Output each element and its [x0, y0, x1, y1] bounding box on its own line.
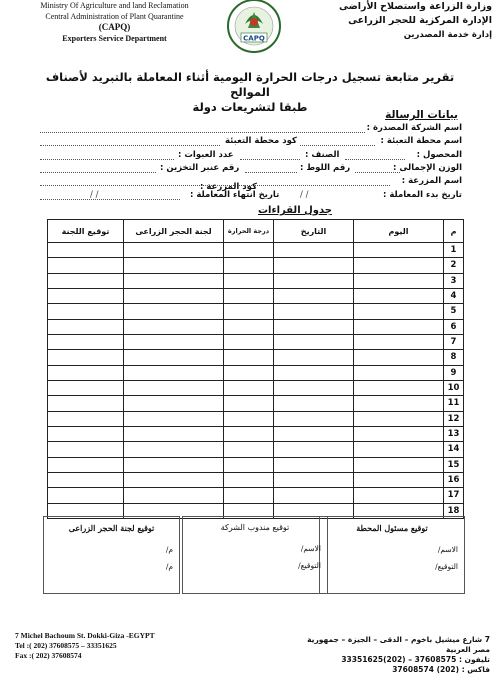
- row-number: 5: [444, 304, 464, 319]
- start-date-value: / /: [300, 190, 309, 200]
- dept-ar: إدارة خدمة المصدرين: [403, 30, 492, 40]
- table-cell[interactable]: [48, 365, 124, 380]
- table-cell[interactable]: [48, 334, 124, 349]
- table-cell[interactable]: [48, 243, 124, 258]
- col-day: اليوم: [354, 220, 444, 243]
- row-number: 16: [444, 472, 464, 487]
- table-cell[interactable]: [124, 350, 224, 365]
- table-cell[interactable]: [354, 273, 444, 288]
- table-cell[interactable]: [224, 396, 274, 411]
- table-cell[interactable]: [354, 426, 444, 441]
- col-committee-sig: توقيع اللجنة: [48, 220, 124, 243]
- table-row: [48, 457, 464, 472]
- storage-line: [40, 172, 156, 173]
- table-row: [48, 396, 464, 411]
- table-cell[interactable]: [274, 442, 354, 457]
- readings-table: [47, 219, 464, 519]
- table-cell[interactable]: [48, 426, 124, 441]
- station-code-line: [40, 145, 220, 146]
- weight-label: الوزن الإجمالى :: [393, 163, 462, 173]
- table-row: [48, 472, 464, 487]
- company-sig-signature: التوقيع/: [298, 561, 321, 570]
- table-cell[interactable]: [124, 488, 224, 503]
- table-cell[interactable]: [48, 442, 124, 457]
- exporter-line: [40, 132, 365, 133]
- row-number: 4: [444, 288, 464, 303]
- table-row: [48, 380, 464, 395]
- station-sig-title: توقيع مسئول المحطة: [356, 523, 428, 533]
- table-cell[interactable]: [354, 365, 444, 380]
- table-cell[interactable]: [224, 350, 274, 365]
- table-row: [48, 442, 464, 457]
- logo-text: CAPQ: [243, 34, 265, 43]
- table-cell[interactable]: [48, 396, 124, 411]
- table-row: [48, 350, 464, 365]
- station-sig-name: الاسم/: [437, 545, 458, 554]
- table-cell[interactable]: [274, 243, 354, 258]
- footer-en: [15, 631, 215, 661]
- company-sig-title: توقيع مندوب الشركة: [220, 523, 290, 532]
- quarantine-sig-line2: م/: [165, 562, 173, 571]
- table-cell[interactable]: [124, 442, 224, 457]
- table-cell[interactable]: [354, 334, 444, 349]
- row-number: 1: [444, 243, 464, 258]
- row-number: 10: [444, 380, 464, 395]
- table-row: [48, 426, 464, 441]
- table-row: [48, 411, 464, 426]
- table-cell[interactable]: [354, 288, 444, 303]
- table-cell[interactable]: [124, 319, 224, 334]
- table-cell[interactable]: [48, 350, 124, 365]
- end-date-value: / /: [90, 190, 99, 200]
- quarantine-sig-line1: م/: [165, 545, 173, 554]
- packages-label: عدد العبوات :: [178, 150, 234, 160]
- address-ar: 7 شارع ميشيل باخوم – الدقى – الجيزة – جمهورية مصر العربية: [307, 635, 490, 654]
- table-row: [48, 365, 464, 380]
- table-cell[interactable]: [124, 380, 224, 395]
- title-line1: تقرير متابعة تسجيل درجات الحرارة اليومية أثناء المعاملة بالتبريد لأصناف الموالح: [45, 70, 455, 99]
- table-cell[interactable]: [224, 472, 274, 487]
- table-cell[interactable]: [354, 457, 444, 472]
- station-code-label: كود محطة التعبئة: [225, 136, 297, 146]
- variety-label: الصنف :: [305, 150, 340, 160]
- table-row: [48, 258, 464, 273]
- table-cell[interactable]: [124, 304, 224, 319]
- table-cell[interactable]: [224, 243, 274, 258]
- station-line: [300, 145, 375, 146]
- row-number: 15: [444, 457, 464, 472]
- table-cell[interactable]: [48, 472, 124, 487]
- table-cell[interactable]: [274, 319, 354, 334]
- row-number: 18: [444, 503, 464, 518]
- end-date-line: [40, 199, 180, 200]
- table-cell[interactable]: [224, 304, 274, 319]
- table-cell[interactable]: [224, 426, 274, 441]
- table-cell[interactable]: [274, 472, 354, 487]
- table-cell[interactable]: [354, 319, 444, 334]
- lot-label: رقم اللوط :: [300, 163, 351, 173]
- table-cell[interactable]: [354, 472, 444, 487]
- ministry-en: Ministry Of Agriculture and land Reclamation: [40, 1, 189, 10]
- row-number: 6: [444, 319, 464, 334]
- table-cell[interactable]: [354, 488, 444, 503]
- row-number: 2: [444, 258, 464, 273]
- company-sig-name: الاسم/: [300, 544, 321, 553]
- fax-ar: فاكس : (202) 37608574: [392, 665, 490, 674]
- row-number: 14: [444, 442, 464, 457]
- table-cell[interactable]: [274, 365, 354, 380]
- tel-en: Tel :( 202) 37608575 – 33351625: [15, 641, 117, 650]
- table-cell[interactable]: [48, 380, 124, 395]
- table-cell[interactable]: [48, 319, 124, 334]
- row-number: 13: [444, 426, 464, 441]
- row-number: 8: [444, 350, 464, 365]
- col-date: التاريخ: [274, 220, 354, 243]
- table-row: [48, 319, 464, 334]
- station-signature-box: [319, 516, 465, 594]
- weight-line: [355, 172, 400, 173]
- table-cell[interactable]: [224, 488, 274, 503]
- table-cell[interactable]: [274, 273, 354, 288]
- table-cell[interactable]: [124, 334, 224, 349]
- table-cell[interactable]: [48, 288, 124, 303]
- table-cell[interactable]: [124, 457, 224, 472]
- quarantine-signature-box: [43, 516, 180, 594]
- admin-ar: الإدارة المركزية للحجر الزراعى: [348, 15, 492, 26]
- table-cell[interactable]: [274, 288, 354, 303]
- table-cell[interactable]: [354, 442, 444, 457]
- row-number: 11: [444, 396, 464, 411]
- packages-line: [40, 159, 174, 160]
- variety-line: [240, 159, 300, 160]
- table-row: [48, 243, 464, 258]
- farm-code-label: كود المزرعة :: [200, 182, 257, 192]
- lot-line: [245, 172, 297, 173]
- table-cell[interactable]: [224, 288, 274, 303]
- row-number: 7: [444, 334, 464, 349]
- table-cell[interactable]: [354, 304, 444, 319]
- table-row: [48, 488, 464, 503]
- footer-ar: [290, 635, 490, 675]
- table-cell[interactable]: [274, 258, 354, 273]
- row-number: 17: [444, 488, 464, 503]
- admin-en: Central Administration of Plant Quarantine: [45, 12, 184, 21]
- ministry-ar: وزارة الزراعة واستصلاح الأراضى: [339, 1, 492, 12]
- crop-line: [345, 159, 405, 160]
- table-header-row: [48, 220, 464, 243]
- storage-label: رقم عنبر التخزين :: [160, 163, 240, 173]
- table-row: [48, 288, 464, 303]
- station-label: اسم محطة التعبئة :: [380, 136, 462, 146]
- table-cell[interactable]: [124, 365, 224, 380]
- quarantine-sig-title: توقيع لجنة الحجر الزراعى: [68, 523, 155, 533]
- start-date-label: تاريخ بدء المعاملة :: [383, 190, 462, 200]
- table-cell[interactable]: [274, 380, 354, 395]
- farm-name-label: اسم المزرعة :: [401, 176, 462, 186]
- table-cell[interactable]: [224, 380, 274, 395]
- table-cell[interactable]: [48, 488, 124, 503]
- table-cell[interactable]: [48, 411, 124, 426]
- table-cell[interactable]: [224, 273, 274, 288]
- table-cell[interactable]: [224, 319, 274, 334]
- table-cell[interactable]: [224, 334, 274, 349]
- table-cell[interactable]: [354, 258, 444, 273]
- table-cell[interactable]: [274, 334, 354, 349]
- table-cell[interactable]: [354, 243, 444, 258]
- table-cell[interactable]: [354, 380, 444, 395]
- table-cell[interactable]: [124, 273, 224, 288]
- table-cell[interactable]: [274, 396, 354, 411]
- table-cell[interactable]: [224, 365, 274, 380]
- table-cell[interactable]: [124, 411, 224, 426]
- table-cell[interactable]: [274, 488, 354, 503]
- message-section-label: بيانات الرسالة: [385, 109, 458, 121]
- table-cell[interactable]: [124, 472, 224, 487]
- table-cell[interactable]: [48, 304, 124, 319]
- col-temp: درجة الحرارة: [224, 220, 274, 243]
- capq-logo: [215, 0, 293, 56]
- table-cell[interactable]: [124, 396, 224, 411]
- capq-en: (CAPQ): [98, 22, 131, 32]
- col-quarantine: لجنة الحجر الزراعى: [124, 220, 224, 243]
- title-line2: طبقا لتشريعات دولة: [192, 100, 308, 114]
- table-cell[interactable]: [124, 243, 224, 258]
- table-row: [48, 273, 464, 288]
- table-cell[interactable]: [48, 273, 124, 288]
- dept-en: Exporters Service Department: [62, 34, 167, 43]
- crop-label: المحصول :: [416, 150, 462, 160]
- table-cell[interactable]: [274, 457, 354, 472]
- table-cell[interactable]: [274, 304, 354, 319]
- row-number: 9: [444, 365, 464, 380]
- table-cell[interactable]: [224, 457, 274, 472]
- table-cell[interactable]: [224, 442, 274, 457]
- table-cell[interactable]: [124, 258, 224, 273]
- fax-en: Fax :( 202) 37608574: [15, 651, 82, 660]
- col-num: م: [444, 220, 464, 243]
- table-cell[interactable]: [354, 396, 444, 411]
- end-date-label: تاريخ انتهاء المعاملة :: [190, 190, 280, 200]
- header-ar: [312, 0, 492, 42]
- table-cell[interactable]: [224, 258, 274, 273]
- table-row: [48, 304, 464, 319]
- table-cell[interactable]: [48, 258, 124, 273]
- station-sig-signature: التوقيع/: [435, 562, 458, 571]
- tel-ar: تليفون : 37608575 – (202)33351625: [341, 655, 490, 664]
- company-signature-box: [182, 516, 328, 594]
- table-cell[interactable]: [48, 457, 124, 472]
- exporter-label: اسم الشركة المصدرة :: [366, 123, 462, 133]
- header-en: [32, 0, 197, 44]
- table-cell[interactable]: [274, 426, 354, 441]
- address-en: 7 Michel Bachoum St. Dokki-Giza -EGYPT: [15, 631, 155, 640]
- table-cell[interactable]: [124, 426, 224, 441]
- table-cell[interactable]: [354, 350, 444, 365]
- table-cell[interactable]: [274, 411, 354, 426]
- row-number: 12: [444, 411, 464, 426]
- readings-section-label: جدول القراءات: [258, 205, 332, 216]
- table-cell[interactable]: [274, 350, 354, 365]
- table-row: [48, 334, 464, 349]
- table-cell[interactable]: [124, 288, 224, 303]
- table-cell[interactable]: [354, 411, 444, 426]
- row-number: 3: [444, 273, 464, 288]
- table-cell[interactable]: [224, 411, 274, 426]
